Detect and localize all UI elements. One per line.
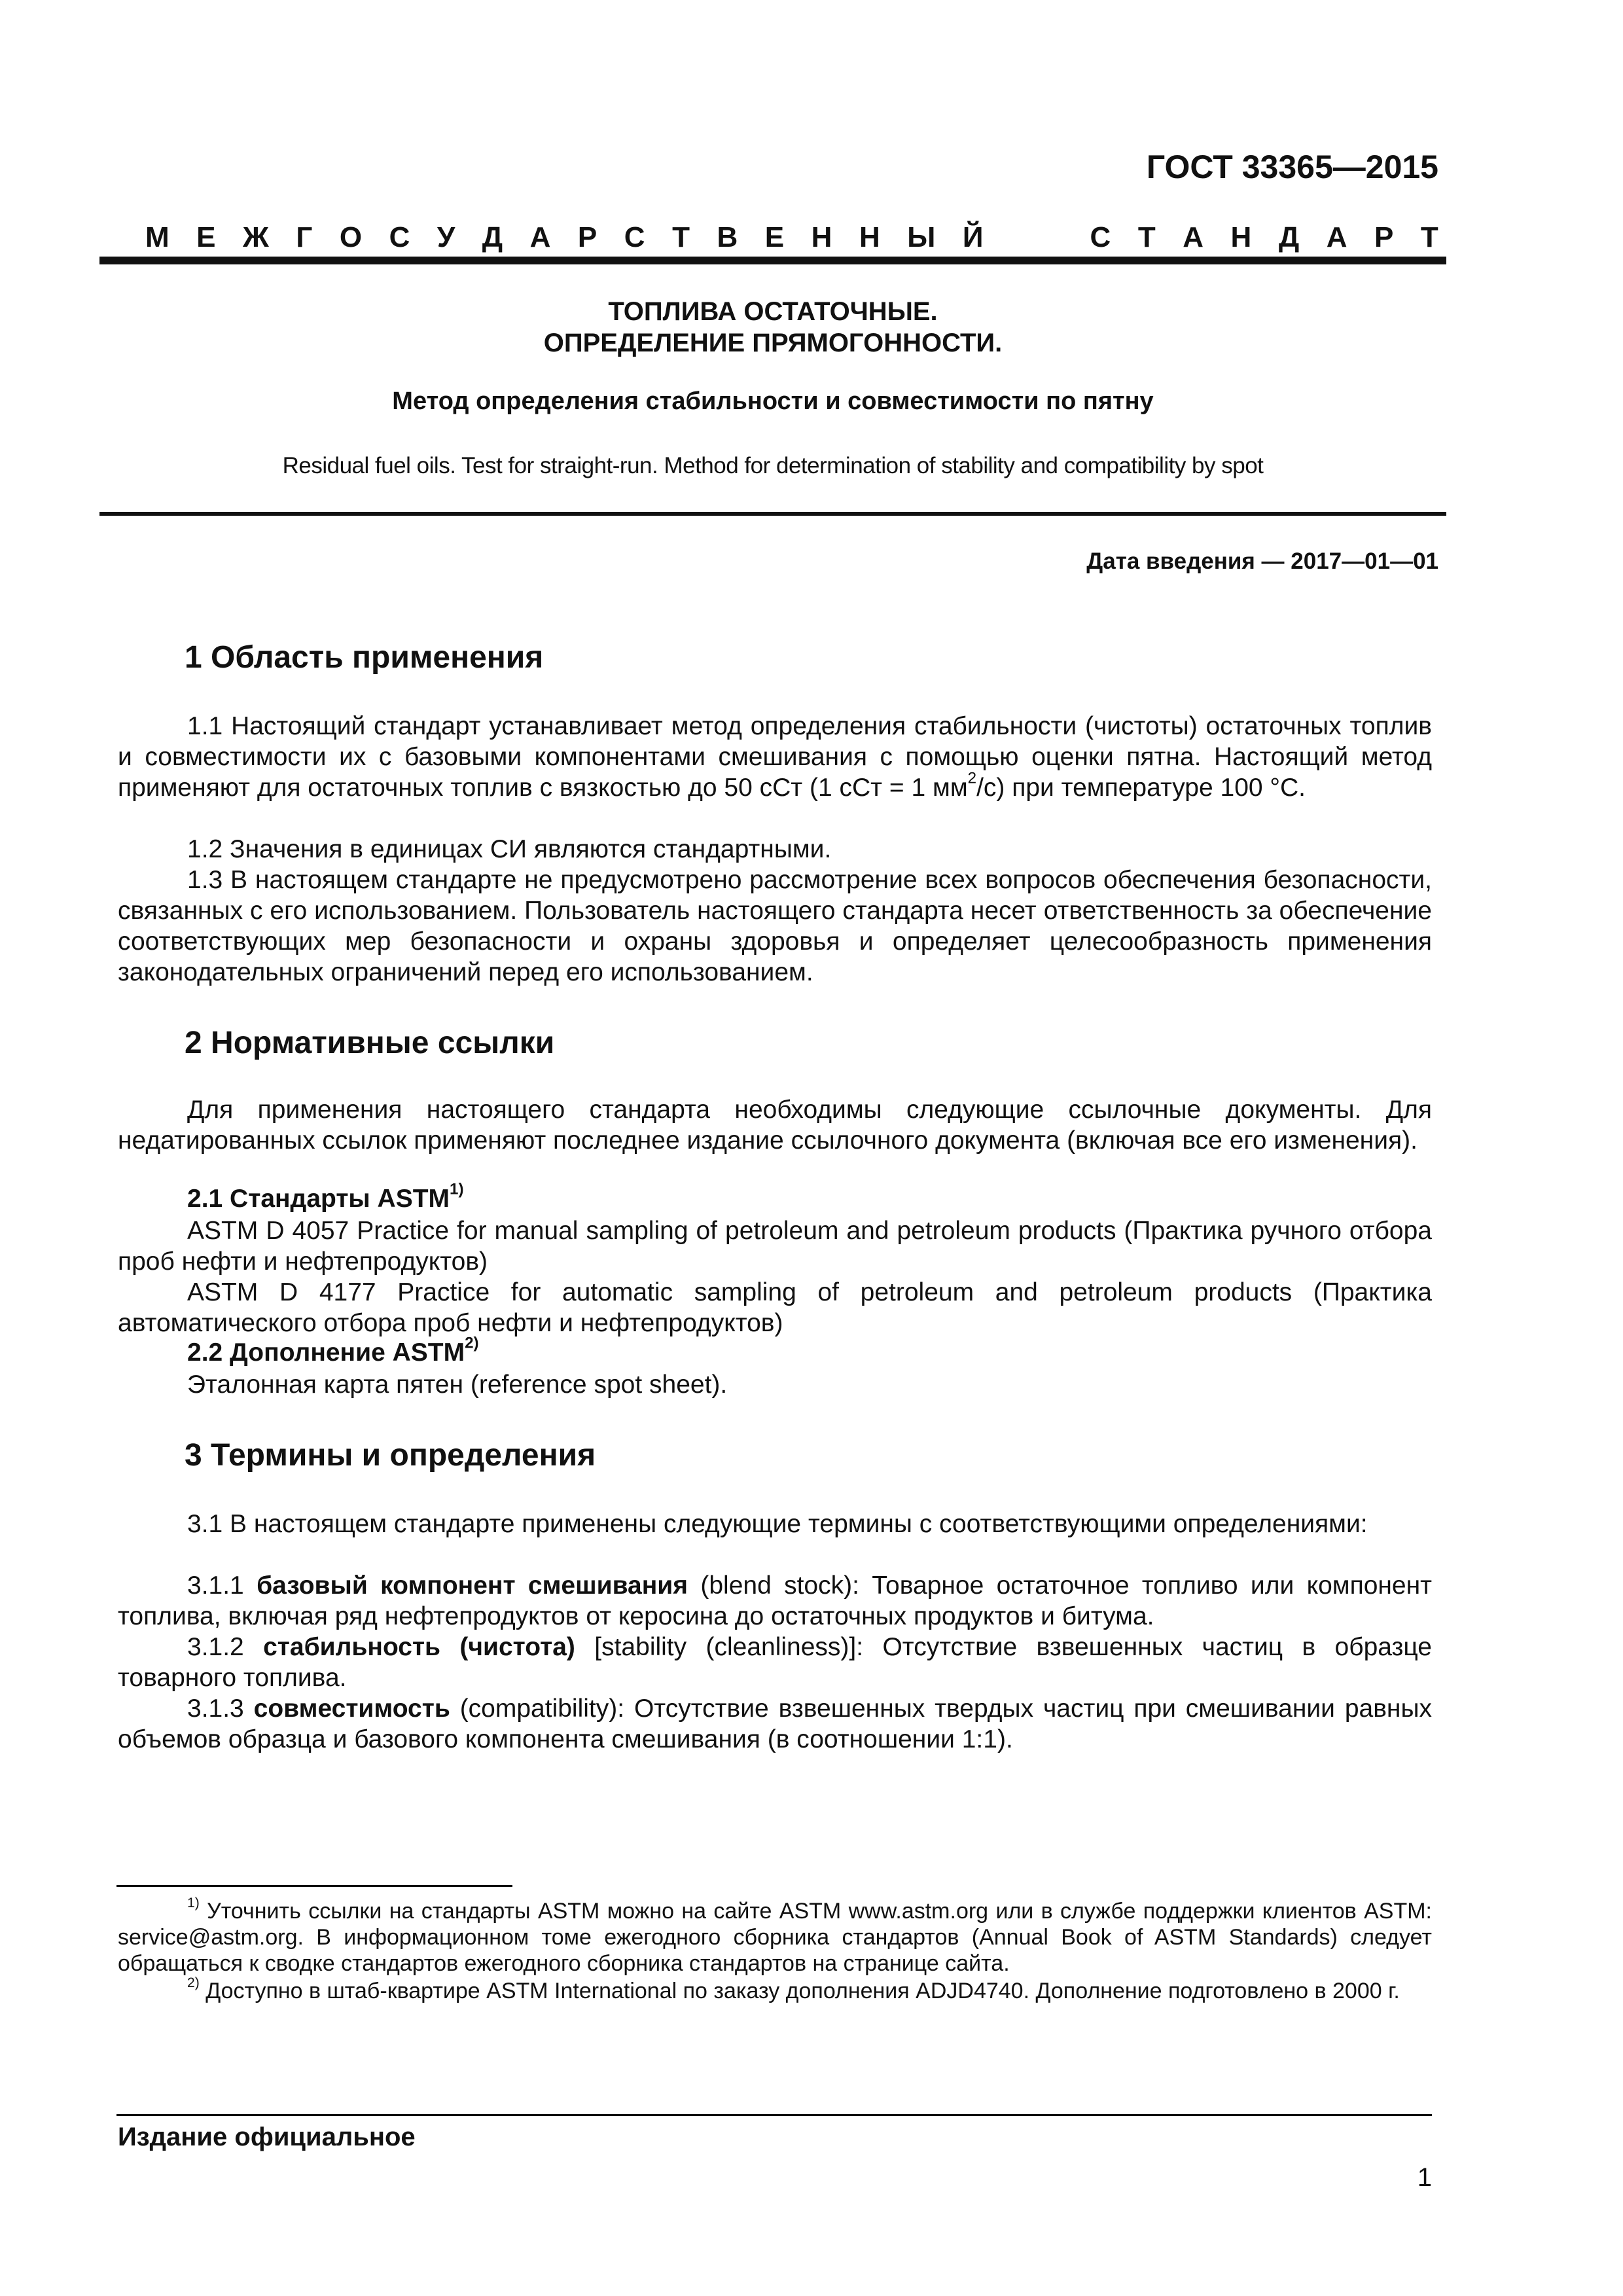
footer-divider: [116, 2114, 1432, 2116]
interstate-letter: Й: [962, 221, 984, 253]
term-definition: [stability (cleanliness)]: Отсутствие взвешенных частиц в образце товарного топлива.: [118, 1633, 1432, 1692]
footnote-divider: [116, 1885, 512, 1887]
interstate-letter: Н: [1230, 221, 1252, 253]
section-1-heading: 1 Область применения: [185, 640, 544, 675]
interstate-letter: А: [1326, 221, 1347, 253]
footnote-1-mark: 1): [187, 1895, 200, 1911]
interstate-letter: М: [145, 221, 169, 253]
paragraph-3-1: 3.1 В настоящем стандарте применены следующие термины с соответствующими определениями:: [187, 1510, 1368, 1538]
term-name: стабильность (чистота): [263, 1633, 575, 1661]
interstate-letter: Ы: [907, 221, 936, 253]
document-title: [99, 296, 1446, 359]
footnote-1-text: Уточнить ссылки на стандарты ASTM можно на сайте ASTM www.astm.org или в службе поддержки клиентов ASTM: service@astm.org. В информационном томе ежегодного сборника стандартов (Annual Book of ASTM Standards) следует обращаться к сводке стандартов ежегодного сборника стандартов на странице сайта.: [118, 1899, 1432, 1976]
term-definition: (compatibility): Отсутствие взвешенных твердых частиц при смешивании равных объемов образца и базового компонента смешивания (в соотношении 1:1).: [118, 1695, 1432, 1753]
paragraph-1-1-text: 1.1 Настоящий стандарт устанавливает метод определения стабильности (чистоты) остаточных топлив и совместимости их с базовыми компонентами смешивания с помощью оценки пятна. Настоящий метод применяют для остаточных топлив с вязкостью до 50 сСт (1 сСт = 1 мм: [118, 712, 1432, 802]
interstate-letter: С: [1090, 221, 1111, 253]
term-definition: (blend stock): Товарное остаточное топливо или компонент топлива, включая ряд нефтепродуктов от керосина до остаточных продуктов и битума.: [118, 1571, 1433, 1630]
interstate-letter: С: [624, 221, 645, 253]
word-gap: [1010, 221, 1063, 254]
interstate-letter: Ж: [243, 221, 269, 253]
subsection-2-1-heading: [187, 1180, 464, 1213]
paragraph-1-1: [118, 711, 1432, 803]
paragraph-2-intro: Для применения настоящего стандарта необходимы следующие ссылочные документы. Для недатированных ссылок применяют последнее издание ссылочного документа (включая все его изменения).: [118, 1096, 1432, 1155]
subsection-2-1-title: 2.1 Стандарты ASTM: [187, 1185, 450, 1213]
interstate-letter: У: [437, 221, 455, 253]
interstate-letter: С: [389, 221, 410, 253]
interstate-letter: В: [717, 221, 738, 253]
reference-astm-d4177: ASTM D 4177 Practice for automatic sampling of petroleum and petroleum products (Практика автоматического отбора проб нефти и нефтепродуктов): [118, 1278, 1432, 1337]
title-divider: [99, 512, 1446, 516]
official-edition-label: Издание официальное: [118, 2123, 416, 2151]
superscript: 2: [967, 769, 977, 787]
title-line-2: ОПРЕДЕЛЕНИЕ ПРЯМОГОННОСТИ.: [543, 329, 1003, 357]
term-3-1-1: [118, 1570, 1432, 1632]
interstate-letter: Е: [196, 221, 216, 253]
english-title: Residual fuel oils. Test for straight-run. Method for determination of stability and compatibility by spot: [282, 453, 1264, 478]
interstate-letter: Р: [577, 221, 597, 253]
interstate-letter: А: [529, 221, 551, 253]
section-2-heading: 2 Нормативные ссылки: [185, 1026, 555, 1060]
footnote-2-mark: 2): [187, 1975, 200, 1991]
interstate-letter: Т: [1420, 221, 1438, 253]
footnote-ref-2: 2): [465, 1334, 479, 1352]
introduction-date: Дата введения — 2017—01—01: [1086, 548, 1438, 574]
interstate-letter: Е: [764, 221, 785, 253]
term-3-1-2: [118, 1632, 1432, 1693]
standard-number: ГОСТ 33365—2015: [1146, 149, 1438, 185]
term-number: 3.1.3: [187, 1695, 254, 1723]
paragraph-1-1-text-end: /с) при температуре 100 °С.: [976, 774, 1306, 802]
header-divider: [99, 257, 1446, 264]
paragraph-1-3: 1.3 В настоящем стандарте не предусмотрено рассмотрение всех вопросов обеспечения безопасности, связанных с его использованием. Пользователь настоящего стандарта несет ответственность за обеспечение соответствующих мер безопасности и охраны здоровья и определяет целесообразность применения законодательных ограничений перед его использованием.: [118, 866, 1432, 986]
interstate-letter: Т: [672, 221, 690, 253]
reference-astm-d4057: ASTM D 4057 Practice for manual sampling of petroleum and petroleum products (Практика ручного отбора проб нефти и нефтепродуктов): [118, 1217, 1432, 1276]
footnote-ref-1: 1): [450, 1180, 464, 1198]
reference-spot-sheet: Эталонная карта пятен (reference spot sheet).: [187, 1371, 728, 1399]
term-name: базовый компонент смешивания: [257, 1571, 688, 1600]
interstate-standard-banner: [145, 221, 1438, 254]
paragraph-1-2: 1.2 Значения в единицах СИ являются стандартными.: [187, 835, 832, 863]
footnote-1: [118, 1895, 1432, 1977]
page-number: 1: [1417, 2163, 1432, 2192]
footnote-2-text: Доступно в штаб-квартире ASTM International по заказу дополнения ADJD4740. Дополнение подготовлено в 2000 г.: [199, 1979, 1400, 2003]
interstate-letter: О: [339, 221, 363, 253]
interstate-letter: А: [1183, 221, 1204, 253]
interstate-letter: Р: [1374, 221, 1394, 253]
interstate-letter: Д: [482, 221, 503, 253]
footnote-2: [118, 1975, 1432, 2004]
subsection-2-2-heading: [187, 1334, 479, 1367]
interstate-letter: Д: [1278, 221, 1300, 253]
interstate-letter: Т: [1137, 221, 1156, 253]
subsection-2-2-title: 2.2 Дополнение ASTM: [187, 1338, 465, 1367]
interstate-letter: Н: [859, 221, 880, 253]
interstate-letter: Н: [811, 221, 832, 253]
term-number: 3.1.1: [187, 1571, 257, 1600]
term-number: 3.1.2: [187, 1633, 264, 1661]
term-name: совместимость: [253, 1695, 450, 1723]
method-subtitle: Метод определения стабильности и совместимости по пятну: [392, 387, 1154, 415]
section-3-heading: 3 Термины и определения: [185, 1438, 596, 1473]
interstate-letter: Г: [296, 221, 313, 253]
title-line-1: ТОПЛИВА ОСТАТОЧНЫЕ.: [608, 297, 938, 326]
term-3-1-3: [118, 1693, 1432, 1755]
